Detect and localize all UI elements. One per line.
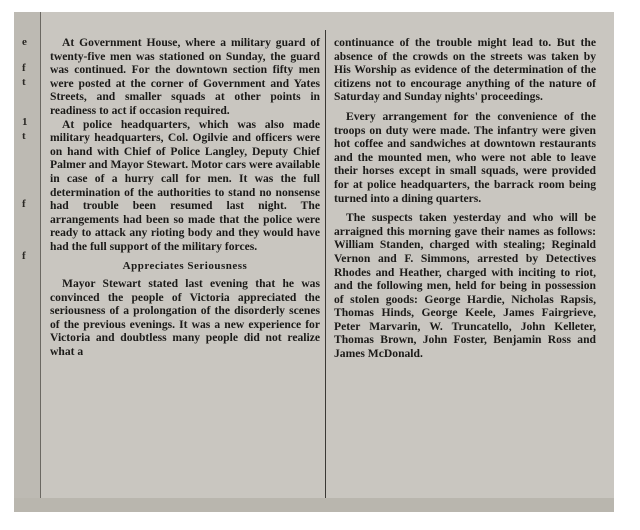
right-column [334, 36, 596, 361]
fragment-letter: f [22, 250, 26, 262]
fragment-letter: f [22, 198, 26, 210]
torn-bottom-edge [14, 498, 614, 512]
adjacent-column-fragment [14, 12, 40, 512]
fragment-letter: t [22, 76, 26, 88]
fragment-letter: e [22, 36, 27, 48]
fragment-letter: t [22, 130, 26, 142]
paragraph: continuance of the trouble might lead to. But the absence of the crowds on the streets was taken by His Worship as evidence of the determination of the citizens not to encourage anything of the nature of Saturday and Sunday nights' proceedings. [334, 36, 596, 104]
paragraph: Mayor Stewart stated last evening that he was convinced the people of Victoria appreciated the seriousness of a prolongation of the disorderly scenes of the previous evenings. It was a new experience for Victoria and doubtless many people did not realize what a [50, 277, 320, 359]
subheading: Appreciates Seriousness [122, 259, 248, 272]
newspaper-clipping [14, 12, 614, 512]
left-column [50, 36, 320, 359]
column-divider-left [40, 12, 41, 512]
fragment-letter: 1 [22, 116, 28, 128]
paragraph: At Government House, where a military guard of twenty-five men was stationed on Sunday, the guard was continued. For the downtown section fifty men were posted at the corner of Government and Yates Streets, and smaller squads at other points in readiness to act if occasion required. [50, 36, 320, 117]
paragraph: Every arrangement for the convenience of the troops on duty were made. The infantry were given hot coffee and sandwiches at downtown restaurants and the mounted men, who were not able to leave their horses except in small squads, were provided for at police headquarters, the barrack room being turned into a dining quarters. [334, 109, 596, 205]
paragraph: At police headquarters, which was also made military headquarters, Col. Ogilvie and officers were on hand with Chief of Police Langley, Deputy Chief Palmer and Mayor Stewart. Motor cars were available in case of a hurry call for men. It was the full determination of the authorities to stand no nonsense had trouble been resumed last night. The arrangements had been so made that the police were ready to attack any rioting body and they would have had the full support of the military forces. [50, 117, 320, 253]
paragraph: The suspects taken yesterday and who will be arraigned this morning gave their names as follows: William Standen, charged with stealing; Reginald Vernon and F. Simmons, arrested by Detectives Rhodes and Heather, charged with inciting to riot, and the following men, held for being in possession of stolen goods: George Hardie, Nicholas Rapsis, Thomas Hinds, George Keele, James Fairgrieve, Peter Marvarin, W. Truncatello, John Kelleter, Thomas Brown, John Foster, Benjamin Ross and James McDonald. [334, 211, 596, 361]
column-divider [325, 30, 326, 510]
fragment-letter: f [22, 62, 26, 74]
